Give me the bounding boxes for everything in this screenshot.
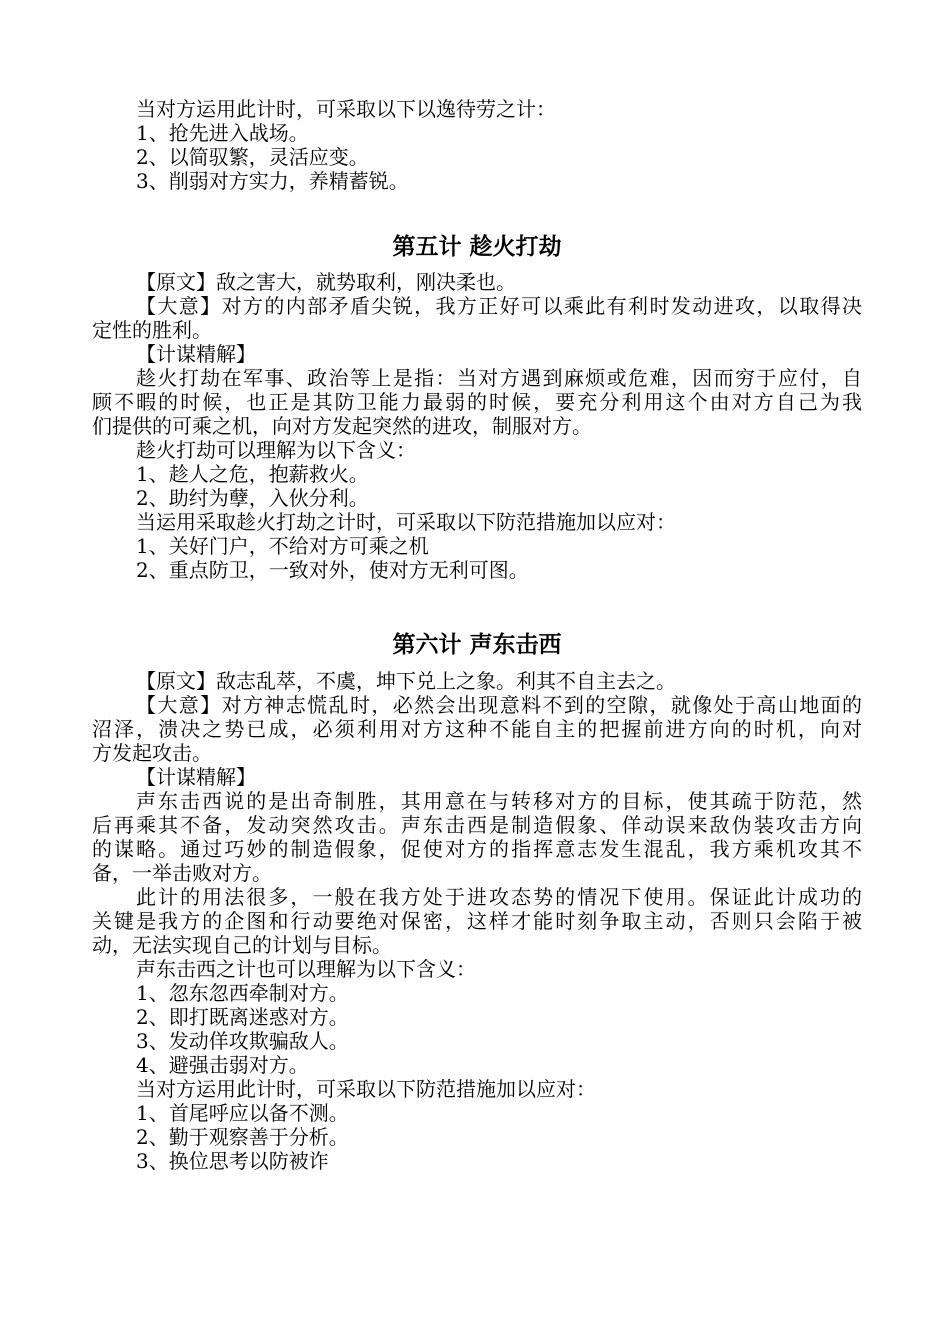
paragraph-line: 动，无法实现自己的计划与目标。 — [92, 933, 392, 957]
paragraph-line: 声东击西说的是出奇制胜，其用意在与转移对方的目标，使其疏于防范，然 — [136, 789, 862, 813]
list-item: 2、以简驭繁，灵活应变。 — [136, 145, 369, 169]
section-5-title: 第五计 趁火打劫 — [392, 233, 562, 260]
subheading: 【计谋精解】 — [136, 342, 256, 366]
paragraph-line: 当运用采取趁火打劫之计时，可采取以下防范措施加以应对： — [136, 510, 676, 534]
list-item: 2、助纣为孽，入伙分利。 — [136, 486, 369, 510]
list-item: 1、忽东忽西牵制对方。 — [136, 981, 349, 1005]
list-item: 3、发动佯攻欺骗敌人。 — [136, 1029, 349, 1053]
meaning-text: 【大意】对方的内部矛盾尖锐，我方正好可以乘此有利时发动进攻，以取得决 — [136, 294, 862, 318]
original-text: 【原文】敌志乱萃，不虞，坤下兑上之象。利其不自主去之。 — [136, 669, 676, 693]
original-text: 【原文】敌之害大，就势取利，刚决柔也。 — [136, 270, 516, 294]
list-item: 1、关好门户，不给对方可乘之机 — [136, 534, 429, 558]
subheading: 【计谋精解】 — [136, 765, 256, 789]
paragraph-line: 顾不暇的时候，也正是其防卫能力最弱的时候，要充分利用这个由对方自己为我 — [92, 390, 862, 414]
list-item: 1、首尾呼应以备不测。 — [136, 1101, 349, 1125]
paragraph-line: 后再乘其不备，发动突然攻击。声东击西是制造假象、佯动误来敌伪装攻击方向 — [92, 813, 862, 837]
list-item: 2、即打既离迷惑对方。 — [136, 1005, 349, 1029]
list-item: 3、换位思考以防被诈 — [136, 1149, 329, 1173]
paragraph-line: 趁火打劫可以理解为以下含义： — [136, 438, 416, 462]
meaning-text-cont: 沼泽，溃决之势已成，必须利用对方这种不能自主的把握前进方向的时机，向对 — [92, 717, 862, 741]
paragraph-line: 趁火打劫在军事、政治等上是指：当对方遇到麻烦或危难，因而穷于应付，自 — [136, 366, 862, 390]
list-item: 1、趁人之危，抱薪救火。 — [136, 462, 369, 486]
paragraph-line: 声东击西之计也可以理解为以下含义： — [136, 957, 476, 981]
meaning-text-cont: 定性的胜利。 — [92, 318, 212, 342]
paragraph-line: 备，一举击败对方。 — [92, 861, 272, 885]
paragraph-line: 们提供的可乘之机，向对方发起突然的进攻，制服对方。 — [92, 414, 592, 438]
list-item: 2、重点防卫，一致对外，使对方无利可图。 — [136, 558, 529, 582]
section-6-body — [92, 669, 862, 1173]
paragraph-line: 关键是我方的企图和行动要绝对保密，这样才能时刻争取主动，否则只会陷于被 — [92, 909, 862, 933]
list-item: 2、勤于观察善于分析。 — [136, 1125, 349, 1149]
paragraph-line: 此计的用法很多，一般在我方处于进攻态势的情况下使用。保证此计成功的 — [136, 885, 862, 909]
list-item: 3、削弱对方实力，养精蓄锐。 — [136, 169, 409, 193]
paragraph-line: 当对方运用此计时，可采取以下以逸待劳之计： — [136, 97, 556, 121]
section-6-title: 第六计 声东击西 — [392, 631, 562, 658]
intro-block — [92, 97, 862, 193]
list-item: 1、抢先进入战场。 — [136, 121, 309, 145]
meaning-text: 【大意】对方神志慌乱时，必然会出现意料不到的空隙，就像处于高山地面的 — [136, 693, 862, 717]
paragraph-line: 当对方运用此计时，可采取以下防范措施加以应对： — [136, 1077, 596, 1101]
paragraph-line: 的谋略。通过巧妙的制造假象，促使对方的指挥意志发生混乱，我方乘机攻其不 — [92, 837, 862, 861]
section-5-body — [92, 270, 862, 582]
meaning-text-cont: 方发起攻击。 — [92, 741, 212, 765]
list-item: 4、避强击弱对方。 — [136, 1053, 309, 1077]
